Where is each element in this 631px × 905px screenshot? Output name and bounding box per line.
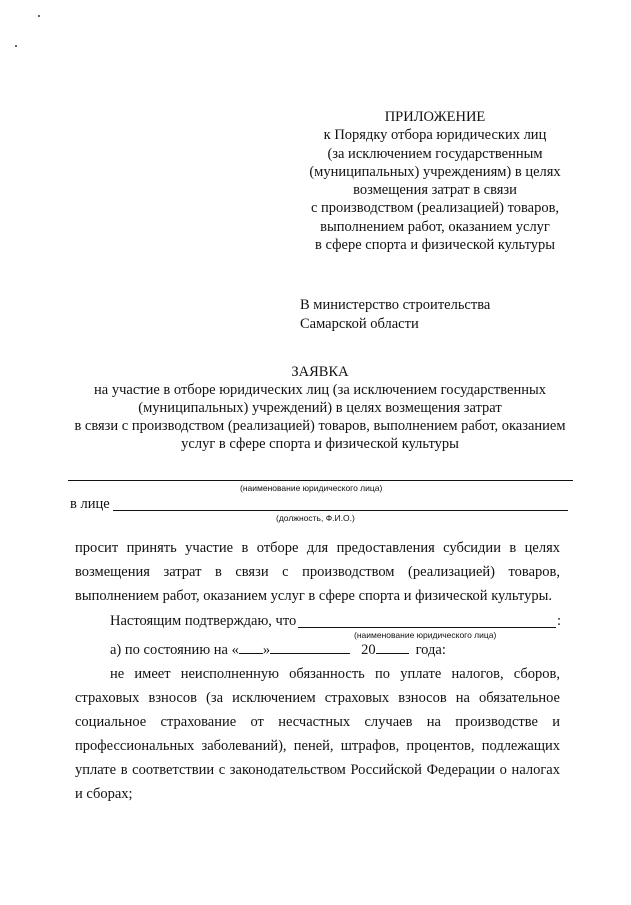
appendix-line: к Порядку отбора юридических лиц xyxy=(323,127,547,144)
appendix-title: ПРИЛОЖЕНИЕ xyxy=(384,109,486,125)
addressee-block xyxy=(300,296,490,333)
date-prefix: а) по состоянию на « xyxy=(110,642,239,658)
application-subtitle-line: в связи с производством (реализацией) товаров, выполнением работ, оказанием xyxy=(74,418,566,434)
in-person-label: в лице xyxy=(70,496,110,512)
obligation-line: социальное страхование от несчастных случаев на производстве и xyxy=(75,714,560,730)
date-mid: » xyxy=(262,642,271,658)
appendix-line: в сфере спорта и физической культуры xyxy=(315,237,555,254)
application-title: ЗАЯВКА xyxy=(291,364,349,380)
application-subtitle-line: услуг в сфере спорта и физической культуры xyxy=(181,436,459,452)
entity-name-caption: (наименование юридического лица) xyxy=(240,483,383,493)
scan-speck xyxy=(15,45,17,47)
request-line: возмещения затрат в связи с производством (реализацией) товаров, xyxy=(75,564,560,580)
confirm-colon: : xyxy=(557,613,562,629)
appendix-line: с производством (реализацией) товаров, xyxy=(310,200,560,217)
appendix-line: выполнением работ, оказанием услуг xyxy=(320,218,550,235)
position-name-field[interactable] xyxy=(113,510,568,511)
date-year-prefix: 20 xyxy=(361,642,376,658)
appendix-block xyxy=(290,108,580,254)
obligation-line: и сборах; xyxy=(75,786,133,802)
scan-speck xyxy=(38,15,40,17)
date-day-field[interactable] xyxy=(239,639,263,654)
appendix-line: (муниципальных) учреждениям) в целях xyxy=(309,163,561,180)
date-suffix: года: xyxy=(415,642,446,658)
entity-name-field[interactable] xyxy=(68,480,573,481)
request-line: просит принять участие в отборе для предоставления субсидии в целях xyxy=(75,540,560,556)
application-heading xyxy=(40,363,600,453)
obligation-line: не имеет неисполненную обязанность по уплате налогов, сборов, xyxy=(110,666,560,682)
addressee-line: Самарской области xyxy=(300,315,419,332)
position-caption: (должность, Ф.И.О.) xyxy=(276,513,355,523)
confirm-caption: (наименование юридического лица) xyxy=(354,630,497,640)
confirm-entity-field[interactable] xyxy=(298,627,556,628)
obligation-line: уплате в соответствии с законодательством Российской Федерации о налогах xyxy=(75,762,560,778)
appendix-line: возмещения затрат в связи xyxy=(353,182,517,199)
date-line xyxy=(110,639,446,659)
application-subtitle-line: на участие в отборе юридических лиц (за исключением государственных xyxy=(94,382,546,398)
request-line: выполнением работ, оказанием услуг в сфере спорта и физической культуры. xyxy=(75,588,552,604)
date-month-field[interactable] xyxy=(270,639,350,654)
date-year-field[interactable] xyxy=(376,639,409,654)
appendix-line: (за исключением государственным xyxy=(327,145,543,162)
confirm-text: Настоящим подтверждаю, что xyxy=(110,613,297,629)
application-subtitle-line: (муниципальных) учреждений) в целях возмещения затрат xyxy=(138,400,502,416)
addressee-line: В министерство строительства xyxy=(300,297,491,313)
obligation-line: страховых взносов (за исключением страховых взносов на обязательное xyxy=(75,690,560,706)
obligation-line: профессиональных заболеваний), пеней, штрафов, процентов, подлежащих xyxy=(75,738,560,754)
